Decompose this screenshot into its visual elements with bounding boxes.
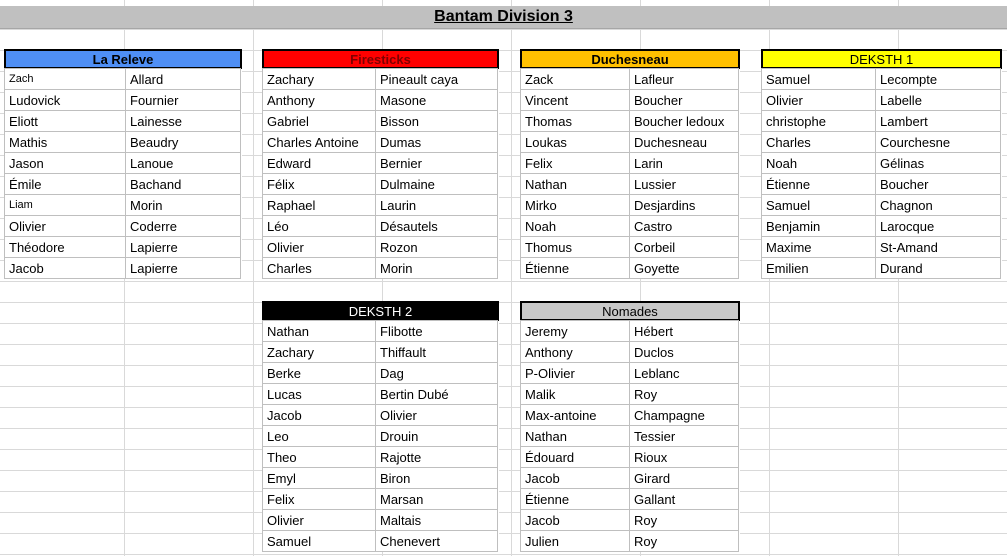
last-name-cell[interactable]: Goyette bbox=[629, 257, 739, 279]
player-row bbox=[520, 447, 740, 468]
player-row bbox=[520, 384, 740, 405]
last-name-cell[interactable]: Morin bbox=[125, 194, 241, 216]
player-row bbox=[520, 426, 740, 447]
team-block bbox=[520, 49, 740, 279]
last-name-cell[interactable]: Lainesse bbox=[125, 110, 241, 132]
player-row bbox=[262, 321, 499, 342]
last-name-cell[interactable]: Fournier bbox=[125, 89, 241, 111]
last-name-cell[interactable]: Drouin bbox=[375, 425, 498, 447]
first-name-cell[interactable]: Lucas bbox=[262, 383, 376, 405]
first-name-cell[interactable]: Étienne bbox=[520, 257, 630, 279]
last-name-cell[interactable]: Duclos bbox=[629, 341, 739, 363]
last-name-cell[interactable]: Allard bbox=[125, 68, 241, 90]
last-name-cell[interactable]: Masone bbox=[375, 89, 498, 111]
last-name-cell[interactable]: Dag bbox=[375, 362, 498, 384]
first-name-cell[interactable]: Samuel bbox=[761, 68, 876, 90]
first-name-cell[interactable]: Jacob bbox=[4, 257, 126, 279]
player-row bbox=[520, 258, 740, 279]
player-row bbox=[520, 111, 740, 132]
player-row bbox=[520, 468, 740, 489]
first-name-cell[interactable]: Jeremy bbox=[520, 320, 630, 342]
last-name-cell[interactable]: Roy bbox=[629, 509, 739, 531]
last-name-cell[interactable]: Bernier bbox=[375, 152, 498, 174]
first-name-cell[interactable]: Ludovick bbox=[4, 89, 126, 111]
last-name-cell[interactable]: Morin bbox=[375, 257, 498, 279]
first-name-cell[interactable]: Jacob bbox=[520, 509, 630, 531]
first-name-cell[interactable]: Charles bbox=[262, 257, 376, 279]
first-name-cell[interactable]: Mathis bbox=[4, 131, 126, 153]
last-name-cell[interactable]: Flibotte bbox=[375, 320, 498, 342]
last-name-cell[interactable]: Bertin Dubé bbox=[375, 383, 498, 405]
last-name-cell[interactable]: St-Amand bbox=[875, 236, 1001, 258]
player-row bbox=[262, 132, 499, 153]
first-name-cell[interactable]: Felix bbox=[262, 488, 376, 510]
first-name-cell[interactable]: Nathan bbox=[262, 320, 376, 342]
player-row bbox=[262, 153, 499, 174]
player-row bbox=[520, 174, 740, 195]
player-row bbox=[761, 69, 1002, 90]
first-name-cell[interactable]: Raphael bbox=[262, 194, 376, 216]
first-name-cell[interactable]: Julien bbox=[520, 530, 630, 552]
last-name-cell[interactable]: Lapierre bbox=[125, 257, 241, 279]
last-name-cell[interactable]: Champagne bbox=[629, 404, 739, 426]
last-name-cell[interactable]: Lanoue bbox=[125, 152, 241, 174]
last-name-cell[interactable]: Bachand bbox=[125, 173, 241, 195]
first-name-cell[interactable]: Étienne bbox=[520, 488, 630, 510]
last-name-cell[interactable]: Beaudry bbox=[125, 131, 241, 153]
player-row bbox=[4, 237, 242, 258]
last-name-cell[interactable]: Rajotte bbox=[375, 446, 498, 468]
first-name-cell[interactable]: Anthony bbox=[520, 341, 630, 363]
player-row bbox=[520, 363, 740, 384]
first-name-cell[interactable]: Theo bbox=[262, 446, 376, 468]
first-name-cell[interactable]: Étienne bbox=[761, 173, 876, 195]
last-name-cell[interactable]: Bisson bbox=[375, 110, 498, 132]
last-name-cell[interactable]: Thiffault bbox=[375, 341, 498, 363]
last-name-cell[interactable]: Lapierre bbox=[125, 236, 241, 258]
last-name-cell[interactable]: Chenevert bbox=[375, 530, 498, 552]
player-row bbox=[520, 237, 740, 258]
first-name-cell[interactable]: Jacob bbox=[262, 404, 376, 426]
first-name-cell[interactable]: Olivier bbox=[262, 509, 376, 531]
last-name-cell[interactable]: Desjardins bbox=[629, 194, 739, 216]
player-row bbox=[520, 531, 740, 552]
last-name-cell[interactable]: Pineault caya bbox=[375, 68, 498, 90]
last-name-cell[interactable]: Roy bbox=[629, 530, 739, 552]
first-name-cell[interactable]: Olivier bbox=[4, 215, 126, 237]
last-name-cell[interactable]: Biron bbox=[375, 467, 498, 489]
player-row bbox=[520, 405, 740, 426]
player-row bbox=[262, 384, 499, 405]
player-row bbox=[4, 174, 242, 195]
last-name-cell[interactable]: Lafleur bbox=[629, 68, 739, 90]
player-row bbox=[520, 132, 740, 153]
first-name-cell[interactable]: Noah bbox=[520, 215, 630, 237]
title-row[interactable] bbox=[0, 6, 1007, 29]
first-name-cell[interactable]: Thomus bbox=[520, 236, 630, 258]
last-name-cell[interactable]: Hébert bbox=[629, 320, 739, 342]
first-name-cell[interactable]: Théodore bbox=[4, 236, 126, 258]
player-row bbox=[4, 216, 242, 237]
first-name-cell[interactable]: P-Olivier bbox=[520, 362, 630, 384]
player-row bbox=[761, 90, 1002, 111]
first-name-cell[interactable]: Emilien bbox=[761, 257, 876, 279]
first-name-cell[interactable]: Edward bbox=[262, 152, 376, 174]
last-name-cell[interactable]: Lussier bbox=[629, 173, 739, 195]
team-header[interactable]: La Releve bbox=[4, 49, 242, 69]
last-name-cell[interactable]: Marsan bbox=[375, 488, 498, 510]
player-row bbox=[262, 195, 499, 216]
player-row bbox=[761, 111, 1002, 132]
player-row bbox=[520, 342, 740, 363]
last-name-cell[interactable]: Boucher bbox=[875, 173, 1001, 195]
first-name-cell[interactable]: Zachary bbox=[262, 341, 376, 363]
first-name-cell[interactable]: christophe bbox=[761, 110, 876, 132]
first-name-cell[interactable]: Émile bbox=[4, 173, 126, 195]
first-name-cell[interactable]: Charles Antoine bbox=[262, 131, 376, 153]
player-row bbox=[4, 69, 242, 90]
player-row bbox=[520, 195, 740, 216]
player-row bbox=[262, 216, 499, 237]
team-header[interactable]: Firesticks bbox=[262, 49, 499, 69]
first-name-cell[interactable]: Léo bbox=[262, 215, 376, 237]
division-title: Bantam Division 3 bbox=[434, 8, 573, 25]
first-name-cell[interactable]: Jason bbox=[4, 152, 126, 174]
last-name-cell[interactable]: Boucher ledoux bbox=[629, 110, 739, 132]
player-row bbox=[262, 237, 499, 258]
team-header[interactable]: Nomades bbox=[520, 301, 740, 321]
player-row bbox=[520, 216, 740, 237]
first-name-cell[interactable]: Anthony bbox=[262, 89, 376, 111]
first-name-cell[interactable]: Olivier bbox=[262, 236, 376, 258]
player-row bbox=[520, 153, 740, 174]
player-row bbox=[262, 468, 499, 489]
first-name-cell[interactable]: Charles bbox=[761, 131, 876, 153]
player-row bbox=[4, 90, 242, 111]
team-block bbox=[262, 49, 499, 279]
last-name-cell[interactable]: Castro bbox=[629, 215, 739, 237]
first-name-cell[interactable]: Zachary bbox=[262, 68, 376, 90]
last-name-cell[interactable]: Courchesne bbox=[875, 131, 1001, 153]
last-name-cell[interactable]: Durand bbox=[875, 257, 1001, 279]
player-row bbox=[761, 174, 1002, 195]
player-row bbox=[4, 111, 242, 132]
first-name-cell[interactable]: Thomas bbox=[520, 110, 630, 132]
first-name-cell[interactable]: Leo bbox=[262, 425, 376, 447]
first-name-cell[interactable]: Max-antoine bbox=[520, 404, 630, 426]
last-name-cell[interactable]: Dulmaine bbox=[375, 173, 498, 195]
last-name-cell[interactable]: Larocque bbox=[875, 215, 1001, 237]
player-row bbox=[4, 132, 242, 153]
last-name-cell[interactable]: Chagnon bbox=[875, 194, 1001, 216]
last-name-cell[interactable]: Laurin bbox=[375, 194, 498, 216]
team-block bbox=[262, 301, 499, 552]
first-name-cell[interactable]: Malik bbox=[520, 383, 630, 405]
last-name-cell[interactable]: Rioux bbox=[629, 446, 739, 468]
last-name-cell[interactable]: Lambert bbox=[875, 110, 1001, 132]
first-name-cell[interactable]: Olivier bbox=[761, 89, 876, 111]
team-block bbox=[761, 49, 1002, 279]
last-name-cell[interactable]: Boucher bbox=[629, 89, 739, 111]
last-name-cell[interactable]: Gallant bbox=[629, 488, 739, 510]
last-name-cell[interactable]: Roy bbox=[629, 383, 739, 405]
player-row bbox=[262, 489, 499, 510]
first-name-cell[interactable]: Benjamin bbox=[761, 215, 876, 237]
player-row bbox=[761, 216, 1002, 237]
last-name-cell[interactable]: Leblanc bbox=[629, 362, 739, 384]
player-row bbox=[262, 258, 499, 279]
player-row bbox=[262, 405, 499, 426]
first-name-cell[interactable]: Samuel bbox=[761, 194, 876, 216]
player-row bbox=[761, 258, 1002, 279]
player-row bbox=[262, 447, 499, 468]
last-name-cell[interactable]: Coderre bbox=[125, 215, 241, 237]
first-name-cell[interactable]: Nathan bbox=[520, 425, 630, 447]
last-name-cell[interactable]: Girard bbox=[629, 467, 739, 489]
last-name-cell[interactable]: Olivier bbox=[375, 404, 498, 426]
team-block bbox=[4, 49, 242, 279]
player-row bbox=[262, 69, 499, 90]
last-name-cell[interactable]: Larin bbox=[629, 152, 739, 174]
first-name-cell[interactable]: Gabriel bbox=[262, 110, 376, 132]
first-name-cell[interactable]: Zach bbox=[4, 68, 126, 90]
player-row bbox=[761, 237, 1002, 258]
player-row bbox=[4, 153, 242, 174]
team-header[interactable]: DEKSTH 2 bbox=[262, 301, 499, 321]
first-name-cell[interactable]: Jacob bbox=[520, 467, 630, 489]
first-name-cell[interactable]: Mirko bbox=[520, 194, 630, 216]
first-name-cell[interactable]: Felix bbox=[520, 152, 630, 174]
player-row bbox=[4, 195, 242, 216]
first-name-cell[interactable]: Liam bbox=[4, 194, 126, 216]
first-name-cell[interactable]: Maxime bbox=[761, 236, 876, 258]
last-name-cell[interactable]: Tessier bbox=[629, 425, 739, 447]
team-header[interactable]: Duchesneau bbox=[520, 49, 740, 69]
team-block bbox=[520, 301, 740, 552]
last-name-cell[interactable]: Rozon bbox=[375, 236, 498, 258]
player-row bbox=[761, 153, 1002, 174]
first-name-cell[interactable]: Emyl bbox=[262, 467, 376, 489]
last-name-cell[interactable]: Lecompte bbox=[875, 68, 1001, 90]
player-row bbox=[520, 510, 740, 531]
first-name-cell[interactable]: Loukas bbox=[520, 131, 630, 153]
player-row bbox=[262, 426, 499, 447]
team-header[interactable]: DEKSTH 1 bbox=[761, 49, 1002, 69]
first-name-cell[interactable]: Noah bbox=[761, 152, 876, 174]
player-row bbox=[761, 132, 1002, 153]
first-name-cell[interactable]: Félix bbox=[262, 173, 376, 195]
player-row bbox=[520, 321, 740, 342]
first-name-cell[interactable]: Eliott bbox=[4, 110, 126, 132]
player-row bbox=[262, 342, 499, 363]
last-name-cell[interactable]: Labelle bbox=[875, 89, 1001, 111]
first-name-cell[interactable]: Édouard bbox=[520, 446, 630, 468]
player-row bbox=[262, 363, 499, 384]
first-name-cell[interactable]: Samuel bbox=[262, 530, 376, 552]
player-row bbox=[262, 510, 499, 531]
player-row bbox=[520, 489, 740, 510]
last-name-cell[interactable]: Maltais bbox=[375, 509, 498, 531]
player-row bbox=[4, 258, 242, 279]
last-name-cell[interactable]: Désautels bbox=[375, 215, 498, 237]
player-row bbox=[520, 90, 740, 111]
last-name-cell[interactable]: Dumas bbox=[375, 131, 498, 153]
last-name-cell[interactable]: Gélinas bbox=[875, 152, 1001, 174]
player-row bbox=[262, 111, 499, 132]
first-name-cell[interactable]: Vincent bbox=[520, 89, 630, 111]
player-row bbox=[761, 195, 1002, 216]
first-name-cell[interactable]: Zack bbox=[520, 68, 630, 90]
player-row bbox=[520, 69, 740, 90]
player-row bbox=[262, 90, 499, 111]
last-name-cell[interactable]: Duchesneau bbox=[629, 131, 739, 153]
player-row bbox=[262, 531, 499, 552]
last-name-cell[interactable]: Corbeil bbox=[629, 236, 739, 258]
player-row bbox=[262, 174, 499, 195]
first-name-cell[interactable]: Berke bbox=[262, 362, 376, 384]
first-name-cell[interactable]: Nathan bbox=[520, 173, 630, 195]
